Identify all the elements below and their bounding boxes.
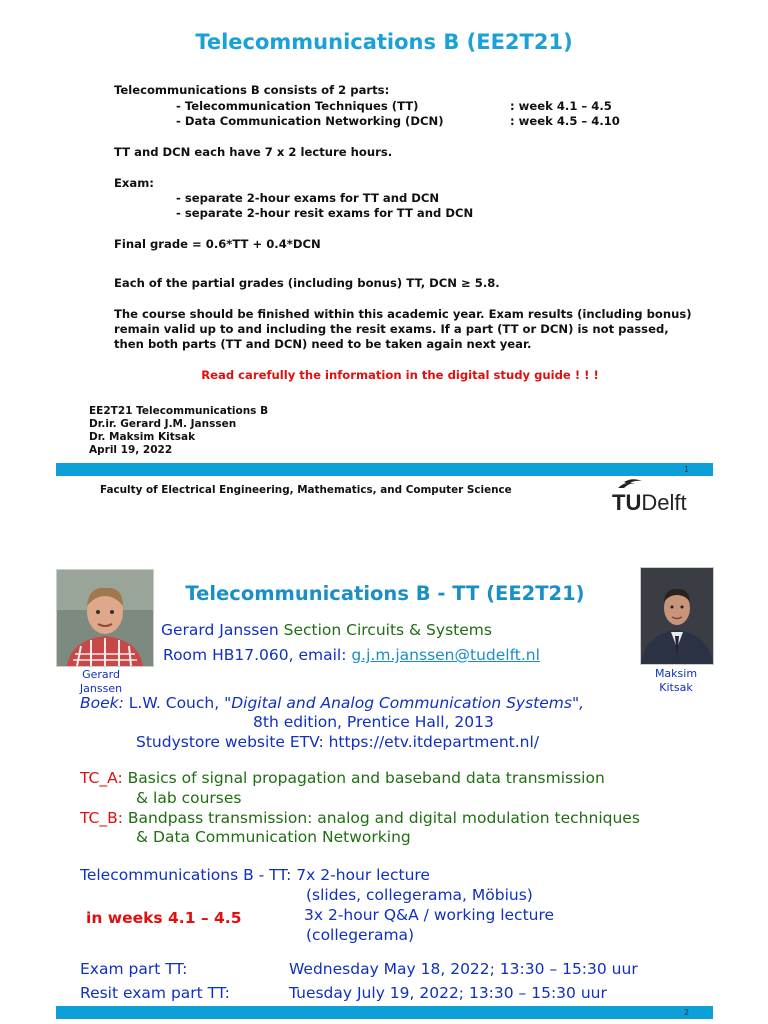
photo-right-caption (640, 667, 712, 695)
part-tt-name: - Telecommunication Techniques (TT) (176, 99, 419, 113)
book-edition: 8th edition, Prentice Hall, 2013 (253, 713, 494, 731)
part-dcn-name: - Data Communication Networking (DCN) (176, 114, 444, 128)
course-note-line: The course should be finished within this academic year. Exam results (including bonus) (114, 307, 692, 321)
book-author: L.W. Couch, (123, 694, 225, 712)
book-title: "Digital and Analog Communication Systems", (224, 694, 585, 712)
lecturer-line (161, 620, 492, 640)
lectures-media: (slides, collegerama, Möbius) (306, 886, 533, 904)
weeks-note: in weeks 4.1 – 4.5 (86, 909, 242, 927)
lectures-count: 7x 2-hour lecture (296, 866, 430, 884)
email-link[interactable]: g.j.m.janssen@tudelft.nl (351, 646, 540, 664)
lectures-label: Telecommunications B - TT: (80, 866, 297, 884)
intro-text: Telecommunications B consists of 2 parts: (114, 83, 390, 97)
caption-last-name: Janssen (79, 682, 123, 695)
studystore-link: Studystore website ETV: https://etv.itdepartment.nl/ (136, 733, 540, 751)
footer-lecturer: Dr.ir. Gerard J.M. Janssen (89, 418, 237, 430)
room-text: Room HB17.060, email: (163, 646, 352, 664)
slide2-footer-bar (56, 1006, 713, 1019)
logo-delft: Delft (641, 490, 687, 515)
exam-label: Exam: (114, 176, 154, 190)
part-dcn-weeks: : week 4.5 – 4.10 (510, 114, 620, 128)
logo-tu: TU (612, 490, 642, 515)
tcb-text-2: & Data Communication Networking (136, 828, 411, 846)
photo-maksim-kitsak (640, 567, 714, 665)
read-study-guide-note: Read carefully the information in the digital study guide ! ! ! (201, 368, 599, 382)
book-line (80, 693, 584, 713)
slide1-footer-bar (56, 463, 713, 476)
faculty-name: Faculty of Electrical Engineering, Mathematics, and Computer Science (100, 484, 512, 496)
resit-date: Tuesday July 19, 2022; 13:30 – 15:30 uur (289, 984, 607, 1002)
room-line (163, 645, 540, 665)
caption-first-name: Gerard (82, 668, 120, 681)
qa-media: (collegerama) (306, 926, 415, 944)
lecturer-section: Section Circuits & Systems (278, 621, 492, 639)
footer-course: EE2T21 Telecommunications B (89, 405, 269, 417)
book-label: Boek: (80, 694, 124, 712)
caption-first-name: Maksim (654, 667, 698, 680)
caption-last-name: Kitsak (659, 681, 693, 694)
tca-line (80, 768, 605, 788)
final-grade-text: Final grade = 0.6*TT + 0.4*DCN (114, 237, 321, 251)
footer-info (89, 405, 268, 457)
lecture-hours-text: TT and DCN each have 7 x 2 lecture hours. (114, 145, 393, 159)
qa-lectures: 3x 2-hour Q&A / working lecture (304, 906, 555, 924)
exam-item: - separate 2-hour exams for TT and DCN (176, 191, 440, 205)
exam-label: Exam part TT: (80, 960, 188, 978)
slide1-page-number: 1 (684, 465, 690, 474)
tca-text-2: & lab courses (136, 789, 242, 807)
tca-text: Basics of signal propagation and baseband data transmission (122, 769, 605, 787)
partial-grades-text: Each of the partial grades (including bonus) TT, DCN ≥ 5.8. (114, 276, 500, 290)
slide2-page-number: 2 (684, 1008, 690, 1017)
course-note-line: remain valid up to and including the resit exams. If a part (TT or DCN) is not passed, (114, 322, 669, 336)
slide2-title: Telecommunications B - TT (EE2T21) (185, 582, 585, 605)
resit-label: Resit exam part TT: (80, 984, 230, 1002)
exam-date: Wednesday May 18, 2022; 13:30 – 15:30 uur (289, 960, 638, 978)
course-note-line: then both parts (TT and DCN) need to be taken again next year. (114, 337, 532, 351)
footer-lecturer: Dr. Maksim Kitsak (89, 431, 196, 443)
flame-icon (614, 478, 650, 490)
lecturer-name: Gerard Janssen (161, 621, 279, 639)
slide1-title: Telecommunications B (EE2T21) (195, 30, 573, 54)
lectures-line (80, 865, 430, 885)
tcb-line (80, 808, 640, 828)
part-tt-weeks: : week 4.1 – 4.5 (510, 99, 612, 113)
exam-item: - separate 2-hour resit exams for TT and DCN (176, 206, 474, 220)
tca-label: TC_A: (80, 769, 123, 787)
photo-left-caption (66, 668, 136, 696)
footer-date: April 19, 2022 (89, 444, 173, 456)
tcb-label: TC_B: (80, 809, 123, 827)
tcb-text: Bandpass transmission: analog and digital modulation techniques (123, 809, 640, 827)
